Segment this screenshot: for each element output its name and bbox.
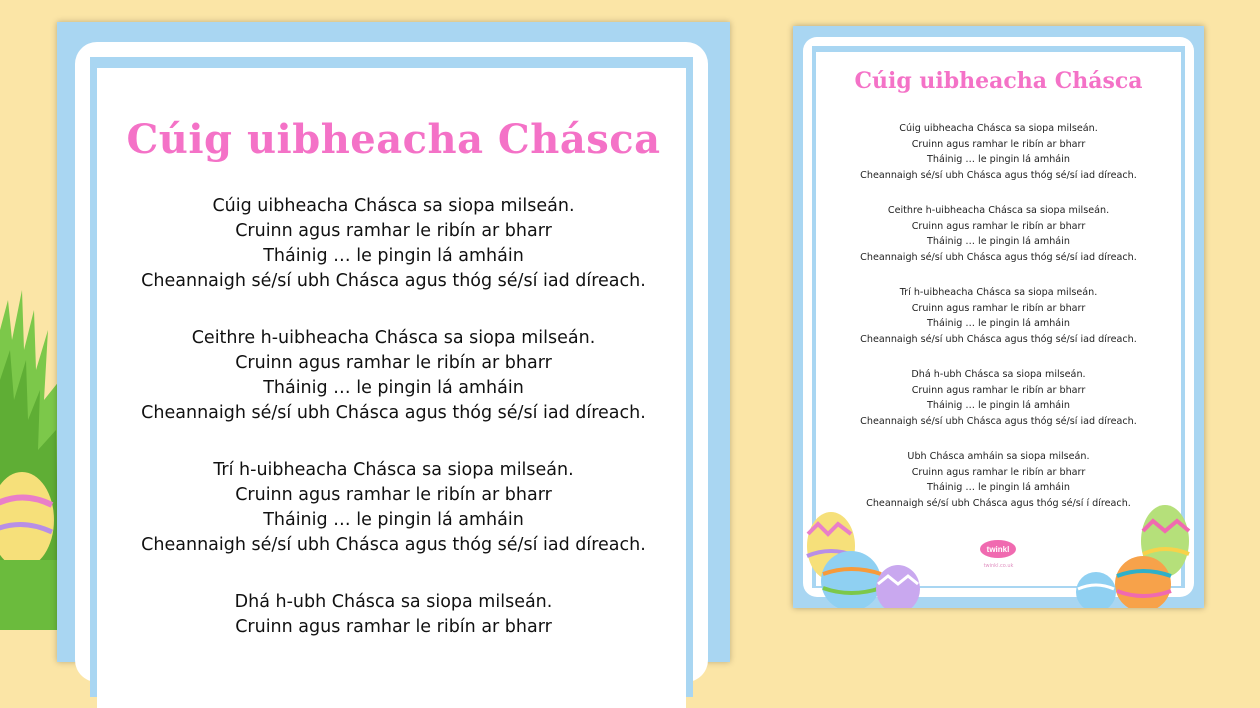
verse-line: Tháinig … le pingin lá amháin: [927, 154, 1070, 165]
verse: [57, 194, 730, 294]
verse-line: Cruinn agus ramhar le ribín ar bharr: [235, 617, 552, 637]
logo-url: twinkl.co.uk: [983, 563, 1014, 569]
verse-line: Cheannaigh sé/sí ubh Chásca agus thóg sé/sí iad díreach.: [860, 169, 1137, 181]
small-poster-title: Cúig uibheacha Chásca: [854, 68, 1143, 94]
large-poster: [57, 22, 730, 662]
verse-line: Tháinig … le pingin lá amháin: [927, 318, 1070, 329]
twinkl-logo: [974, 537, 1022, 561]
large-poster-verses: [57, 194, 730, 672]
verse: [57, 326, 730, 426]
verse-line: Ceithre h-uibheacha Chásca sa siopa milseán.: [191, 328, 596, 348]
verse-line: Cruinn agus ramhar le ribín ar bharr: [911, 466, 1086, 478]
verse-line: Ubh Chásca amháin sa siopa milseán.: [907, 451, 1090, 462]
verse-line: Cheannaigh sé/sí ubh Chásca agus thóg sé/sí iad díreach.: [860, 333, 1137, 345]
verse-line: Dhá h-ubh Chásca sa siopa milseán.: [234, 592, 553, 612]
verse: [793, 367, 1204, 429]
verse-line: Cheannaigh sé/sí ubh Chásca agus thóg sé/sí iad díreach.: [141, 403, 646, 423]
small-poster-preview: [793, 26, 1204, 608]
verse-line: Tháinig … le pingin lá amháin: [927, 236, 1070, 247]
verse-line: Ceithre h-uibheacha Chásca sa siopa milseán.: [887, 205, 1110, 216]
verse: [793, 203, 1204, 265]
verse-line: Cruinn agus ramhar le ribín ar bharr: [911, 138, 1086, 150]
verse-line: Cheannaigh sé/sí ubh Chásca agus thóg sé/sí iad díreach.: [860, 415, 1137, 427]
verse-line: Cruinn agus ramhar le ribín ar bharr: [911, 220, 1086, 232]
logo-text: twinkl: [986, 545, 1010, 554]
verse-line: Cúig uibheacha Chásca sa siopa milseán.: [212, 196, 575, 216]
verse-line: Cruinn agus ramhar le ribín ar bharr: [911, 384, 1086, 396]
verse-line: Cheannaigh sé/sí ubh Chásca agus thóg sé/sí iad díreach.: [860, 251, 1137, 263]
verse-line: Tháinig … le pingin lá amháin: [263, 510, 524, 530]
verse-line: Cheannaigh sé/sí ubh Chásca agus thóg sé/sí í díreach.: [866, 497, 1131, 509]
verse-line: Trí h-uibheacha Chásca sa siopa milseán.: [213, 460, 574, 480]
verse-line: Tháinig … le pingin lá amháin: [263, 246, 524, 266]
verse-line: Dhá h-ubh Chásca sa siopa milseán.: [911, 369, 1086, 380]
verse: [793, 449, 1204, 511]
verse-line: Cruinn agus ramhar le ribín ar bharr: [235, 221, 552, 241]
verse-line: Cúig uibheacha Chásca sa siopa milseán.: [899, 123, 1098, 134]
verse-line: Cheannaigh sé/sí ubh Chásca agus thóg sé/sí iad díreach.: [141, 535, 646, 555]
small-poster-verses: [793, 121, 1204, 531]
large-poster-title: Cúig uibheacha Chásca: [126, 116, 661, 163]
verse-line: Tháinig … le pingin lá amháin: [263, 378, 524, 398]
verse-line: Cruinn agus ramhar le ribín ar bharr: [911, 302, 1086, 314]
verse-line: Tháinig … le pingin lá amháin: [927, 400, 1070, 411]
verse: [793, 121, 1204, 183]
verse: [57, 458, 730, 558]
verse: [793, 285, 1204, 347]
verse-line: Cruinn agus ramhar le ribín ar bharr: [235, 353, 552, 373]
verse-line: Tháinig … le pingin lá amháin: [927, 482, 1070, 493]
verse-line: Cheannaigh sé/sí ubh Chásca agus thóg sé/sí iad díreach.: [141, 271, 646, 291]
verse: [57, 590, 730, 640]
verse-line: Trí h-uibheacha Chásca sa siopa milseán.: [899, 287, 1098, 298]
grass-decoration: [0, 0, 60, 630]
verse-line: Cruinn agus ramhar le ribín ar bharr: [235, 485, 552, 505]
